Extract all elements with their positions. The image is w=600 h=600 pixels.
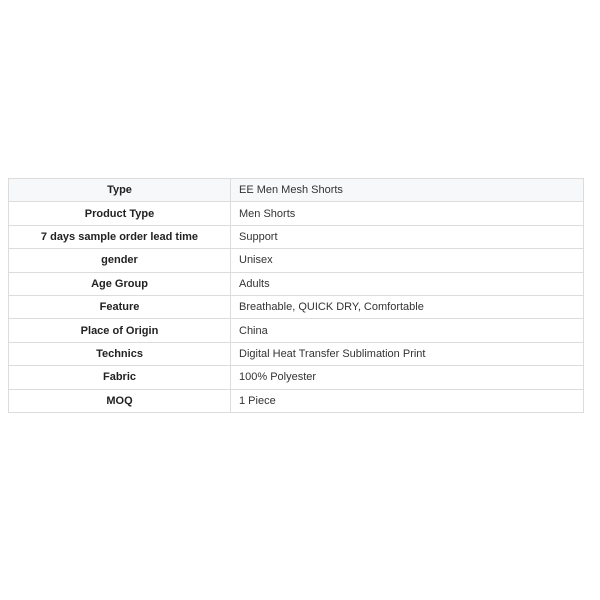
spec-label: Technics: [9, 342, 231, 365]
spec-label: Age Group: [9, 272, 231, 295]
spec-value: Breathable, QUICK DRY, Comfortable: [231, 295, 584, 318]
spec-value: Unisex: [231, 249, 584, 272]
spec-value: Men Shorts: [231, 202, 584, 225]
spec-value: 1 Piece: [231, 389, 584, 412]
spec-value: Support: [231, 225, 584, 248]
spec-row-product-type: [9, 202, 584, 225]
spec-row-sample-lead-time: [9, 225, 584, 248]
spec-row-technics: [9, 342, 584, 365]
spec-value: 100% Polyester: [231, 366, 584, 389]
spec-value: China: [231, 319, 584, 342]
spec-row-gender: [9, 249, 584, 272]
spec-row-moq: [9, 389, 584, 412]
spec-row-fabric: [9, 366, 584, 389]
spec-label: MOQ: [9, 389, 231, 412]
spec-row-type: [9, 179, 584, 202]
spec-label: gender: [9, 249, 231, 272]
spec-label: 7 days sample order lead time: [9, 225, 231, 248]
spec-value: Adults: [231, 272, 584, 295]
product-spec-table: [8, 178, 584, 413]
spec-value: EE Men Mesh Shorts: [231, 179, 584, 202]
spec-label: Product Type: [9, 202, 231, 225]
spec-row-place-of-origin: [9, 319, 584, 342]
spec-label: Place of Origin: [9, 319, 231, 342]
spec-row-feature: [9, 295, 584, 318]
spec-label: Fabric: [9, 366, 231, 389]
spec-row-age-group: [9, 272, 584, 295]
spec-label: Feature: [9, 295, 231, 318]
spec-label: Type: [9, 179, 231, 202]
spec-value: Digital Heat Transfer Sublimation Print: [231, 342, 584, 365]
